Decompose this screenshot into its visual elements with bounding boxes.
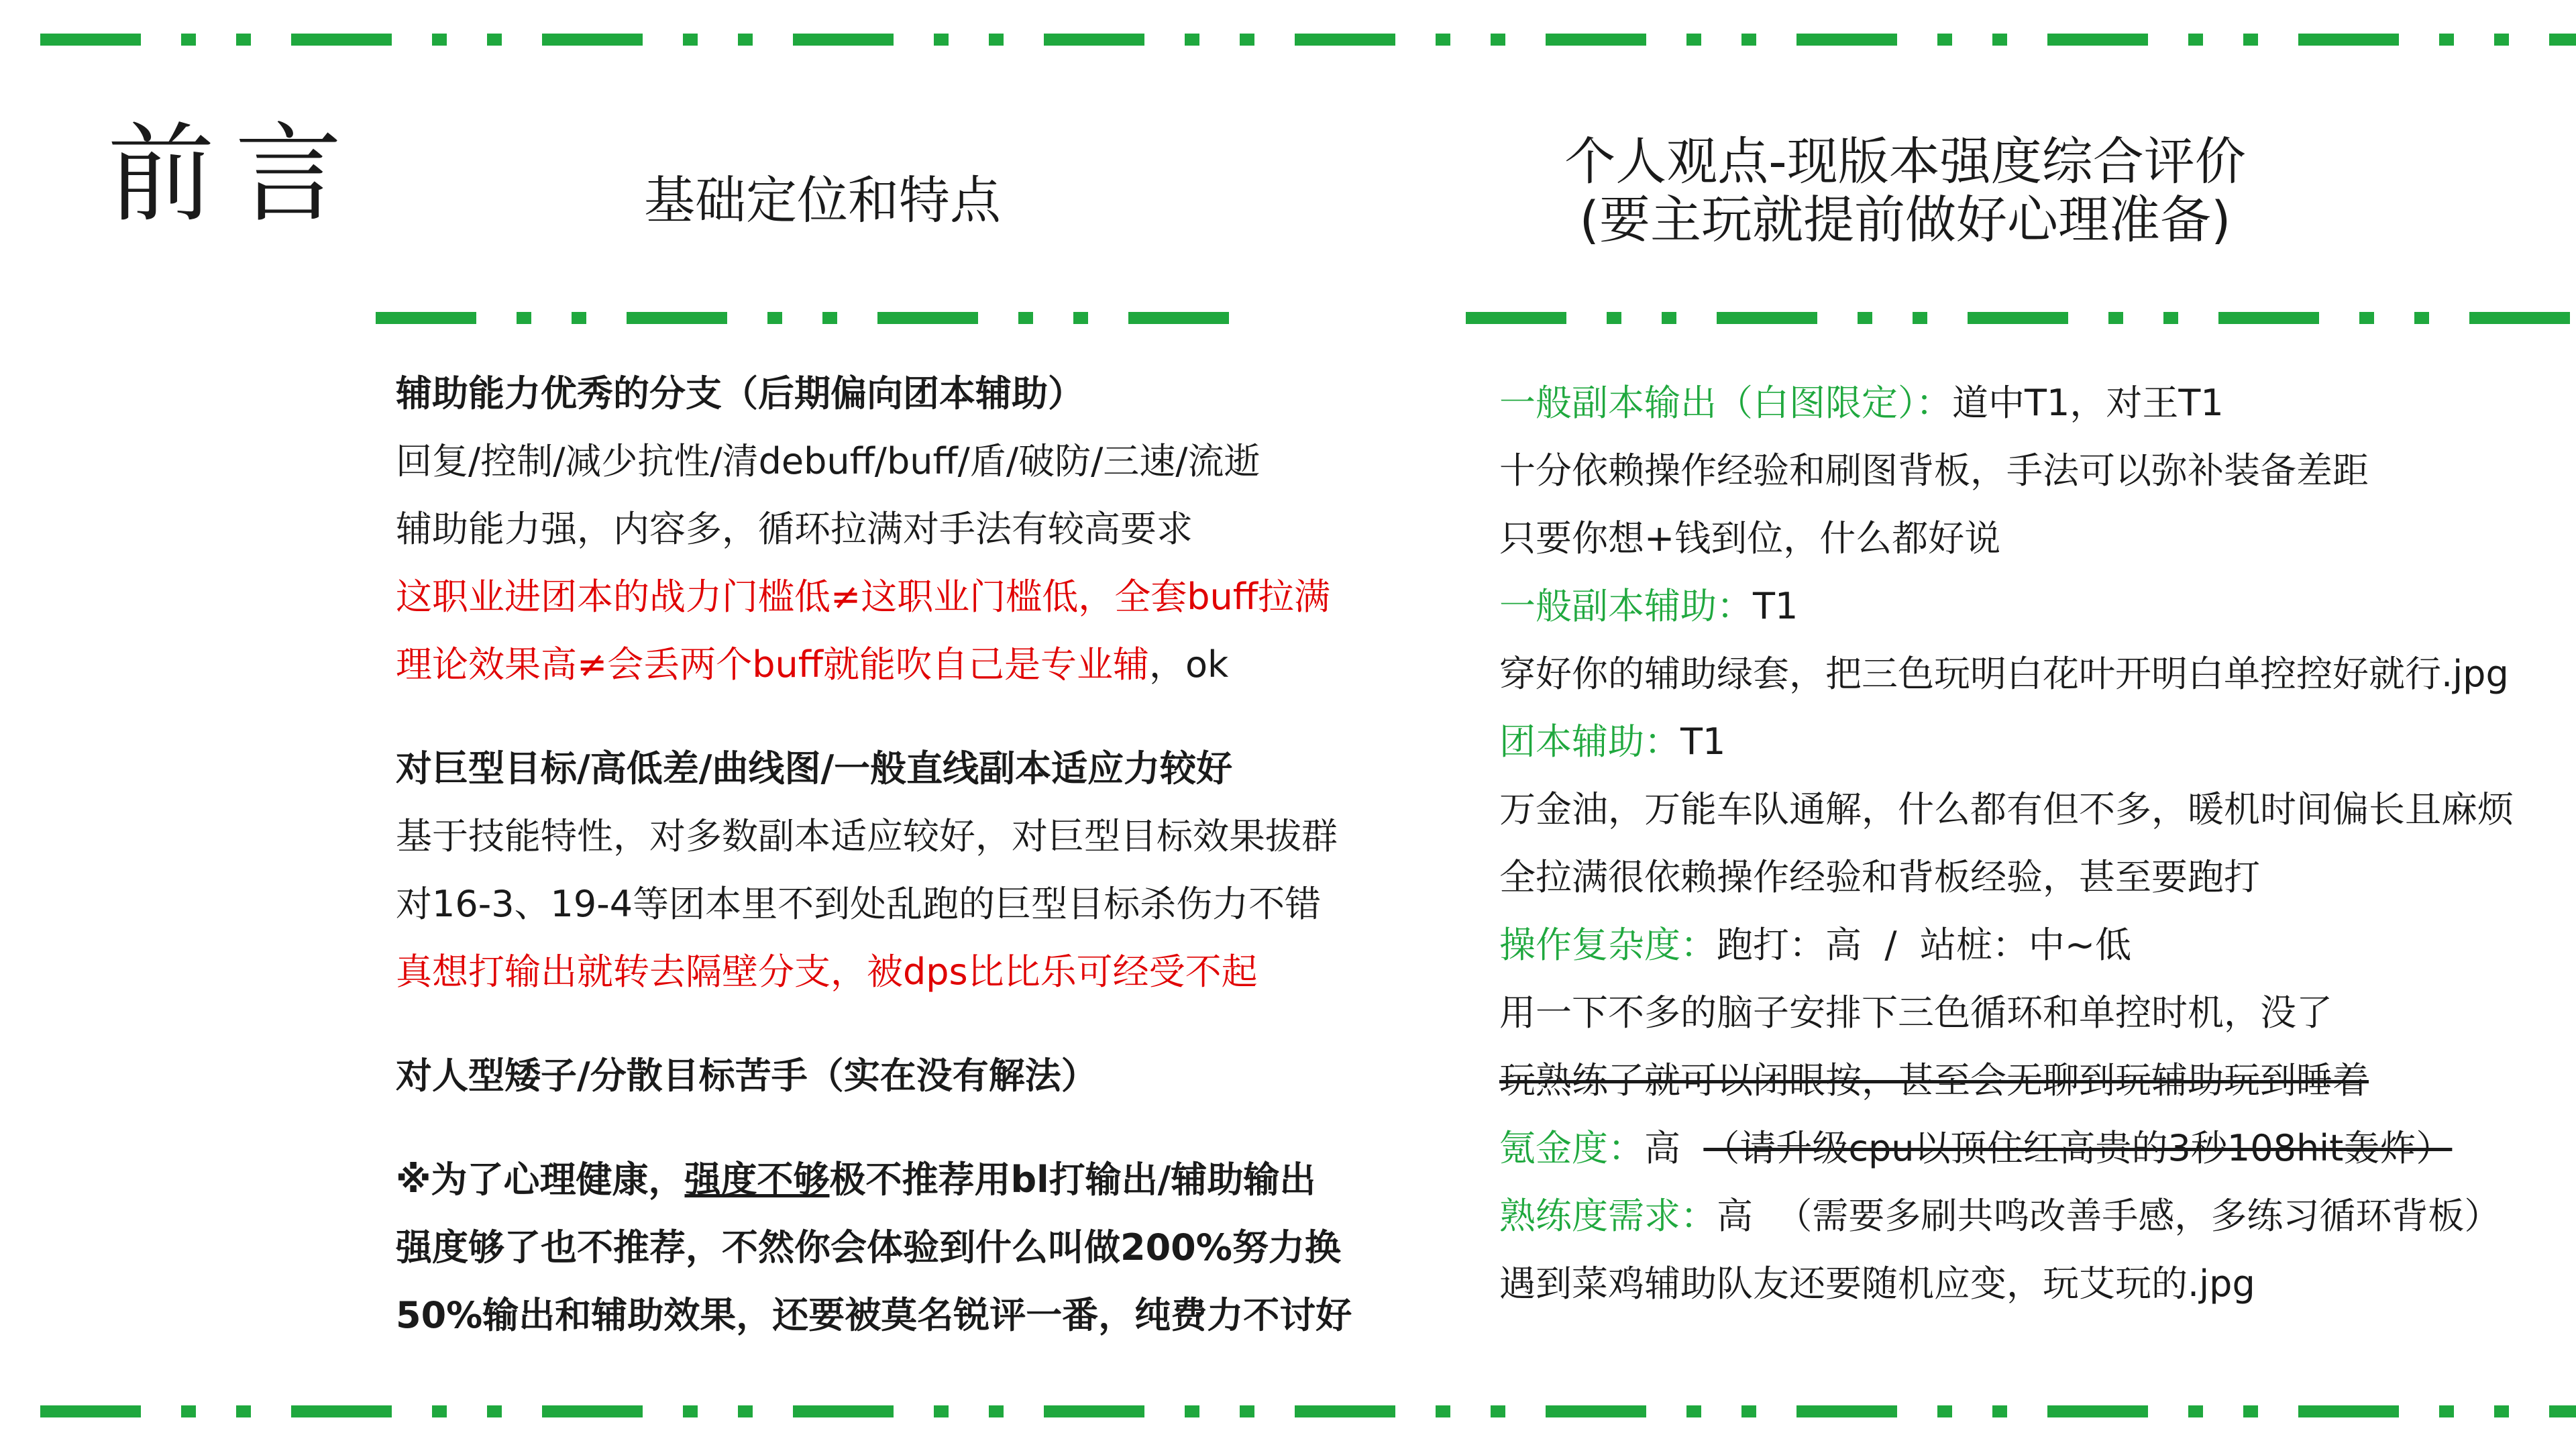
rating-value: 跑打：高 / 站桩：中~低 bbox=[1717, 924, 2132, 966]
rating-dungeon-dps bbox=[1499, 369, 2514, 437]
text-line: 基于技能特性，对多数副本适应较好，对巨型目标效果拔群 bbox=[396, 815, 1338, 857]
warning-line: 这职业进团本的战力门槛低≠这职业门槛低，全套buff拉满 bbox=[396, 576, 1330, 618]
rating-label: 一般副本输出（白图限定）： bbox=[1499, 382, 1952, 424]
text-line: 对16-3、19-4等团本里不到处乱跑的巨型目标杀伤力不错 bbox=[396, 883, 1322, 925]
right-heading-line-1: 个人观点-现版本强度综合评价 bbox=[1564, 131, 2246, 191]
text-line bbox=[396, 631, 1352, 698]
left-heading-divider bbox=[376, 312, 1229, 324]
text-line: 十分依赖操作经验和刷图背板，手法可以弥补装备差距 bbox=[1499, 449, 2369, 492]
rating-complexity bbox=[1499, 911, 2514, 979]
rating-value: 高 bbox=[1644, 1127, 1680, 1169]
right-heading-divider bbox=[1466, 312, 2570, 324]
rating-label: 熟练度需求： bbox=[1499, 1195, 1717, 1237]
right-heading-line-2: (要主玩就提前做好心理准备) bbox=[1579, 189, 2231, 250]
page-title: 前言 bbox=[107, 111, 363, 237]
rating-dungeon-support bbox=[1499, 572, 2514, 640]
note-line: 强度够了也不推荐，不然你会体验到什么叫做200%努力换 bbox=[396, 1226, 1341, 1269]
rating-value: 高 bbox=[1717, 1195, 1753, 1237]
bottom-dashed-border bbox=[40, 1405, 2576, 1417]
warning-text: 理论效果高≠会丢两个buff就能吹自己是专业辅 bbox=[396, 643, 1149, 686]
text-line: 辅助能力强，内容多，循环拉满对手法有较高要求 bbox=[396, 508, 1193, 550]
right-column bbox=[1499, 369, 2514, 1318]
rating-label: 氪金度： bbox=[1499, 1127, 1644, 1169]
text-line: 只要你想+钱到位，什么都好说 bbox=[1499, 517, 2001, 559]
underlined-text: 强度不够 bbox=[684, 1159, 830, 1201]
section-title-support: 辅助能力优秀的分支（后期偏向团本辅助） bbox=[396, 372, 1084, 415]
strikethrough-note: （请升级cpu以顶住红高贵的3秒108hit轰炸） bbox=[1703, 1127, 2453, 1169]
section-title-adaptability: 对巨型目标/高低差/曲线图/一般直线副本适应力较好 bbox=[396, 747, 1233, 790]
text-line: 穿好你的辅助绿套，把三色玩明白花叶开明白单控控好就行.jpg bbox=[1499, 653, 2509, 695]
rating-label: 一般副本辅助： bbox=[1499, 585, 1753, 627]
text-line: 用一下不多的脑子安排下三色循环和单控时机，没了 bbox=[1499, 991, 2332, 1034]
text-tail: ，ok bbox=[1148, 643, 1229, 686]
rating-label: 团本辅助： bbox=[1499, 720, 1680, 763]
rating-proficiency bbox=[1499, 1182, 2514, 1250]
rating-value: T1 bbox=[1753, 585, 1799, 627]
rating-value: T1 bbox=[1680, 720, 1726, 763]
rating-raid-support bbox=[1499, 708, 2514, 775]
rating-spending bbox=[1499, 1114, 2514, 1182]
left-column bbox=[396, 360, 1352, 1349]
text-line: 遇到菜鸡辅助队友还要随机应变，玩艾玩的.jpg bbox=[1499, 1263, 2255, 1305]
warning-line: 真想打输出就转去隔壁分支，被dps比比乐可经受不起 bbox=[396, 951, 1258, 993]
note-suffix: 极不推荐用bl打输出/辅助输出 bbox=[829, 1159, 1316, 1201]
section-title-weakness: 对人型矮子/分散目标苦手（实在没有解法） bbox=[396, 1055, 1097, 1097]
note-prefix: ※为了心理健康， bbox=[396, 1159, 685, 1201]
note-line: 50%输出和辅助效果，还要被莫名锐评一番，纯费力不讨好 bbox=[396, 1294, 1352, 1336]
rating-note: （需要多刷共鸣改善手感，多练习循环背板） bbox=[1776, 1195, 2501, 1237]
rating-label: 操作复杂度： bbox=[1499, 924, 1717, 966]
text-line: 回复/控制/减少抗性/清debuff/buff/盾/破防/三速/流逝 bbox=[396, 440, 1260, 482]
text-line: 万金油，万能车队通解，什么都有但不多，暖机时间偏长且麻烦 bbox=[1499, 788, 2514, 830]
text-line: 全拉满很依赖操作经验和背板经验，甚至要跑打 bbox=[1499, 856, 2260, 898]
top-dashed-border bbox=[40, 34, 2576, 46]
strikethrough-line: 玩熟练了就可以闭眼按，甚至会无聊到玩辅助玩到睡着 bbox=[1499, 1059, 2369, 1102]
left-section-heading: 基础定位和特点 bbox=[644, 170, 1001, 230]
rating-value: 道中T1，对王T1 bbox=[1952, 382, 2224, 424]
right-section-heading bbox=[1449, 133, 2361, 249]
note-line bbox=[396, 1146, 1352, 1214]
